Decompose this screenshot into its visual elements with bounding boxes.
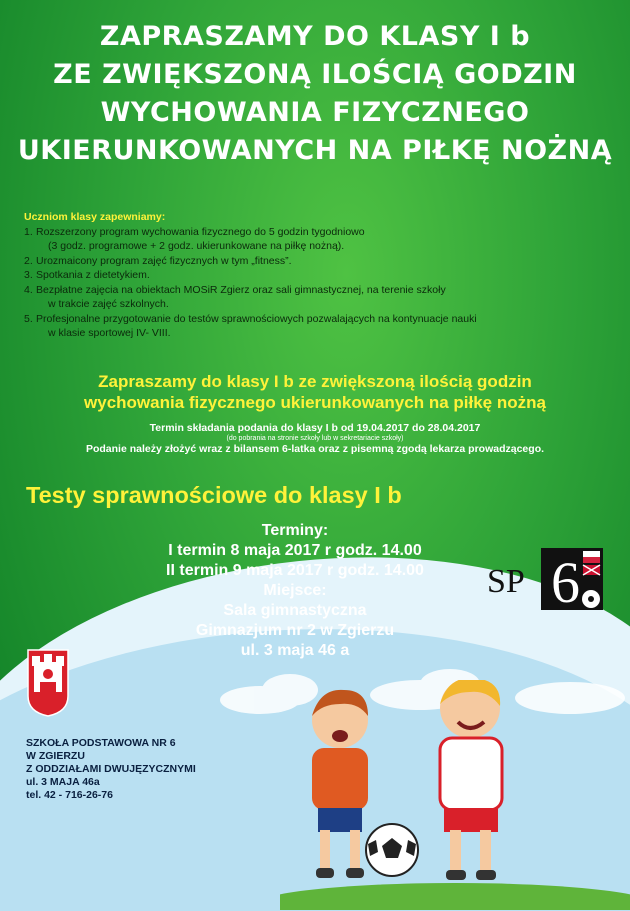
list-item bbox=[24, 283, 614, 312]
schedule bbox=[30, 521, 560, 661]
kid-right-icon bbox=[440, 680, 502, 880]
deadline-requirements: Podanie należy złożyć wraz z bilansem 6-latka oraz z pisemną zgodą lekarza prowadzącego. bbox=[85, 443, 545, 455]
list-item bbox=[24, 312, 614, 341]
list-item bbox=[24, 225, 614, 254]
invitation-line-1: Zapraszamy do klasy I b ze zwiększoną ilością godzin bbox=[98, 372, 532, 391]
invitation bbox=[0, 371, 630, 413]
address-phone: tel. 42 - 716-26-76 bbox=[26, 789, 113, 801]
headline-line-3: WYCHOWANIA FIZYCZNEGO bbox=[100, 97, 530, 128]
kid-left-icon bbox=[312, 690, 368, 878]
term-1: I termin 8 maja 2017 r godz. 14.00 bbox=[168, 542, 422, 559]
deadline-note: (do pobrania na stronie szkoły lub w sekretariacie szkoły) bbox=[226, 435, 404, 442]
school-logo bbox=[487, 548, 603, 610]
list-item bbox=[24, 268, 614, 283]
terms-label: Terminy: bbox=[261, 522, 329, 539]
item-text: Profesjonalne przygotowanie do testów sprawnościowych pozwalających na kontynuacje nauki bbox=[36, 312, 477, 325]
benefits-list bbox=[24, 225, 614, 341]
tests-title: Testy sprawnościowe do klasy I b bbox=[26, 482, 402, 508]
item-number: 3. bbox=[24, 269, 33, 281]
place-label: Miejsce: bbox=[263, 582, 327, 599]
address-line-2: W ZGIERZU bbox=[26, 750, 85, 762]
logo-six: 6 bbox=[551, 550, 580, 610]
school-address bbox=[26, 737, 196, 802]
place-line-2: Gimnazjum nr 2 w Zgierzu bbox=[195, 622, 395, 639]
item-text-continued: w klasie sportowej IV- VIII. bbox=[48, 327, 171, 339]
benefits-section bbox=[24, 210, 614, 341]
deadline-dates: Termin składania podania do klasy I b od 19.04.2017 do 28.04.2017 bbox=[149, 422, 481, 434]
item-text-continued: w trakcie zajęć szkolnych. bbox=[48, 298, 169, 310]
item-text: Urozmaicony program zajęć fizycznych w tym „fitness”. bbox=[36, 254, 292, 267]
term-2: II termin 9 maja 2017 r godz. 14.00 bbox=[166, 562, 424, 579]
headline-line-4: UKIERUNKOWANYCH NA PIŁKĘ NOŻNĄ bbox=[17, 135, 613, 166]
list-item bbox=[24, 254, 614, 269]
headline-line-1: ZAPRASZAMY DO KLASY I b bbox=[99, 21, 531, 52]
item-text: Bezpłatne zajęcia na obiektach MOSiR Zgierz oraz sali gimnastycznej, na terenie szkoły bbox=[36, 283, 446, 296]
address-line-3: Z ODDZIAŁAMI DWUJĘZYCZNYMI bbox=[26, 763, 196, 775]
football-icon bbox=[366, 824, 418, 876]
kids-playing-football-illustration bbox=[280, 680, 630, 910]
headline bbox=[0, 18, 630, 170]
item-number: 4. bbox=[24, 283, 33, 296]
address-line-1: SZKOŁA PODSTAWOWA NR 6 bbox=[26, 737, 176, 749]
zgierz-coat-of-arms-icon bbox=[26, 648, 70, 718]
poland-flag-icon bbox=[583, 551, 600, 557]
item-text: Rozszerzony program wychowania fizycznego do 5 godzin tygodniowo bbox=[36, 225, 365, 238]
headline-line-2: ZE ZWIĘKSZONĄ ILOŚCIĄ GODZIN bbox=[53, 59, 577, 90]
item-text: Spotkania z dietetykiem. bbox=[36, 269, 150, 281]
item-number: 1. bbox=[24, 225, 33, 238]
address-street: ul. 3 MAJA 46a bbox=[26, 776, 100, 788]
item-number: 5. bbox=[24, 312, 33, 325]
place-line-1: Sala gimnastyczna bbox=[223, 602, 367, 619]
deadline-info bbox=[0, 422, 630, 455]
item-text-continued: (3 godz. programowe + 2 godz. ukierunkowane na piłkę nożną). bbox=[48, 240, 345, 252]
invitation-line-2: wychowania fizycznego ukierunkowanych na piłkę nożną bbox=[84, 393, 546, 412]
logo-sp-text: SP bbox=[487, 563, 525, 600]
benefits-title: Uczniom klasy zapewniamy: bbox=[24, 211, 166, 223]
item-number: 2. bbox=[24, 254, 33, 267]
place-line-3: ul. 3 maja 46 a bbox=[240, 642, 350, 659]
